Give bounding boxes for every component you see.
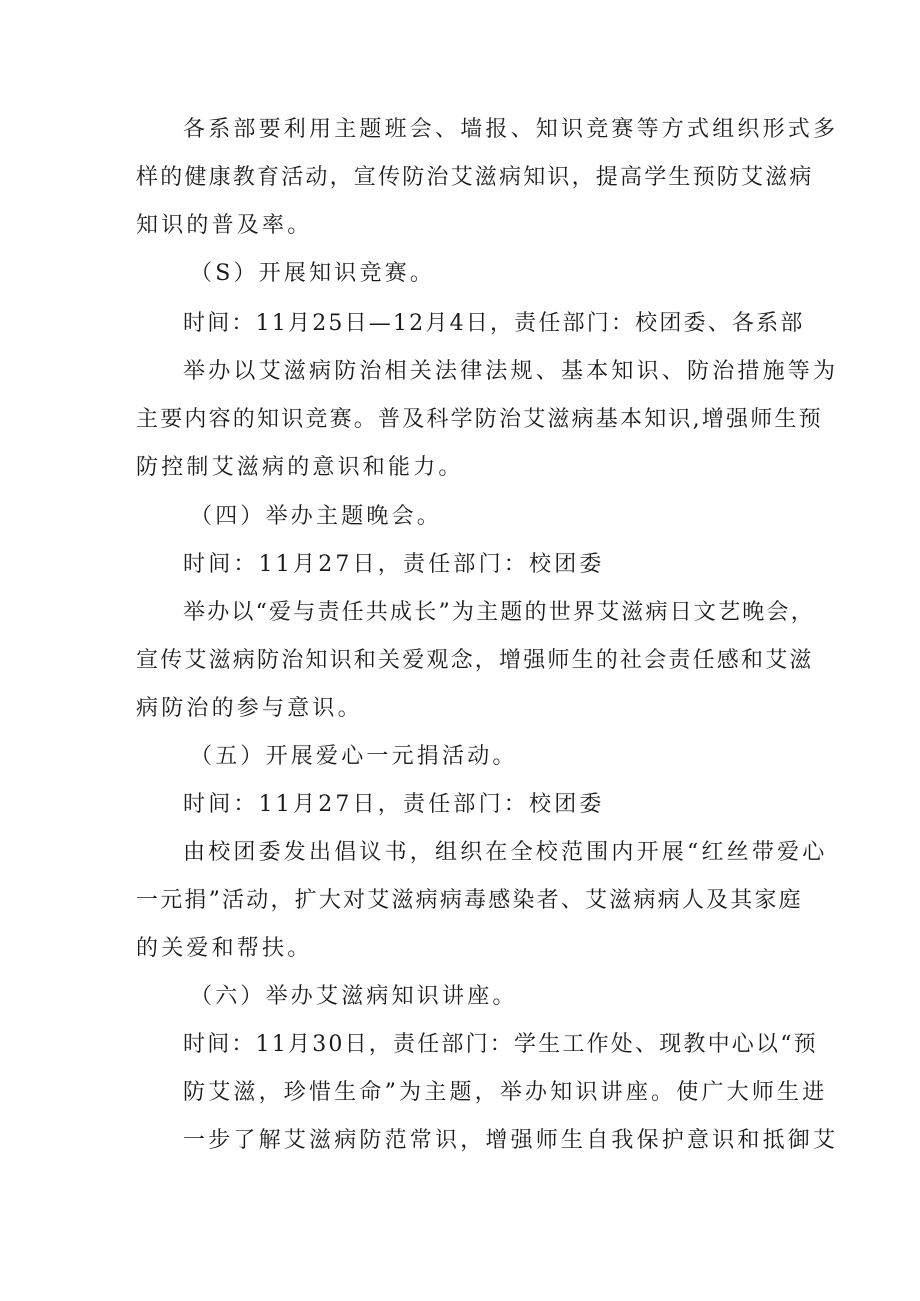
paragraph-line: 病防治的参与意识。 — [136, 696, 363, 721]
paragraph-line: 一元捐”活动，扩大对艾滋病病毒感染者、艾滋病病人及其家庭 — [136, 888, 803, 913]
paragraph-line: 举办以艾滋病防治相关法律法规、基本知识、防治措施等为 — [183, 359, 839, 384]
paragraph-line: 举办以“爱与责任共成长”为主题的世界艾滋病日文艺晚会， — [183, 600, 815, 625]
section-heading: （S）开展知识竞赛。 — [190, 261, 436, 286]
schedule-line: 时间：11月30日，责任部门：学生工作处、现教中心以“预 — [183, 1032, 818, 1057]
paragraph-line: 一步了解艾滋病防范常识，增强师生自我保护意识和抵御艾 — [183, 1128, 839, 1153]
paragraph-line: 防艾滋，珍惜生命”为主题，举办知识讲座。使广大师生进 — [183, 1080, 828, 1105]
paragraph-line: 防控制艾滋病的意识和能力。 — [136, 455, 464, 480]
schedule-line: 时间：11月25日—12月4日，责任部门：校团委、各系部 — [183, 311, 805, 336]
paragraph-line: 样的健康教育活动，宣传防治艾滋病知识，提高学生预防艾滋病 — [136, 165, 814, 190]
section-heading: （四）举办主题晚会。 — [190, 504, 443, 529]
paragraph-line: 宣传艾滋病防治知识和关爱观念，增强师生的社会责任感和艾滋 — [136, 648, 814, 673]
paragraph-line: 的关爱和帮扶。 — [136, 936, 313, 961]
paragraph-line: 主要内容的知识竞赛。普及科学防治艾滋病基本知识,增强师生预 — [136, 407, 823, 432]
section-heading: （六）举办艾滋病知识讲座。 — [190, 984, 518, 1009]
paragraph-line: 知识的普及率。 — [136, 213, 313, 238]
schedule-line: 时间：11月27日，责任部门：校团委 — [183, 792, 605, 817]
schedule-line: 时间：11月27日，责任部门：校团委 — [183, 552, 605, 577]
section-heading: （五）开展爱心一元捐活动。 — [190, 744, 518, 769]
paragraph-line: 各系部要利用主题班会、墙报、知识竞赛等方式组织形式多 — [183, 117, 839, 142]
paragraph-line: 由校团委发出倡议书，组织在全校范围内开展“红丝带爱心 — [183, 840, 828, 865]
